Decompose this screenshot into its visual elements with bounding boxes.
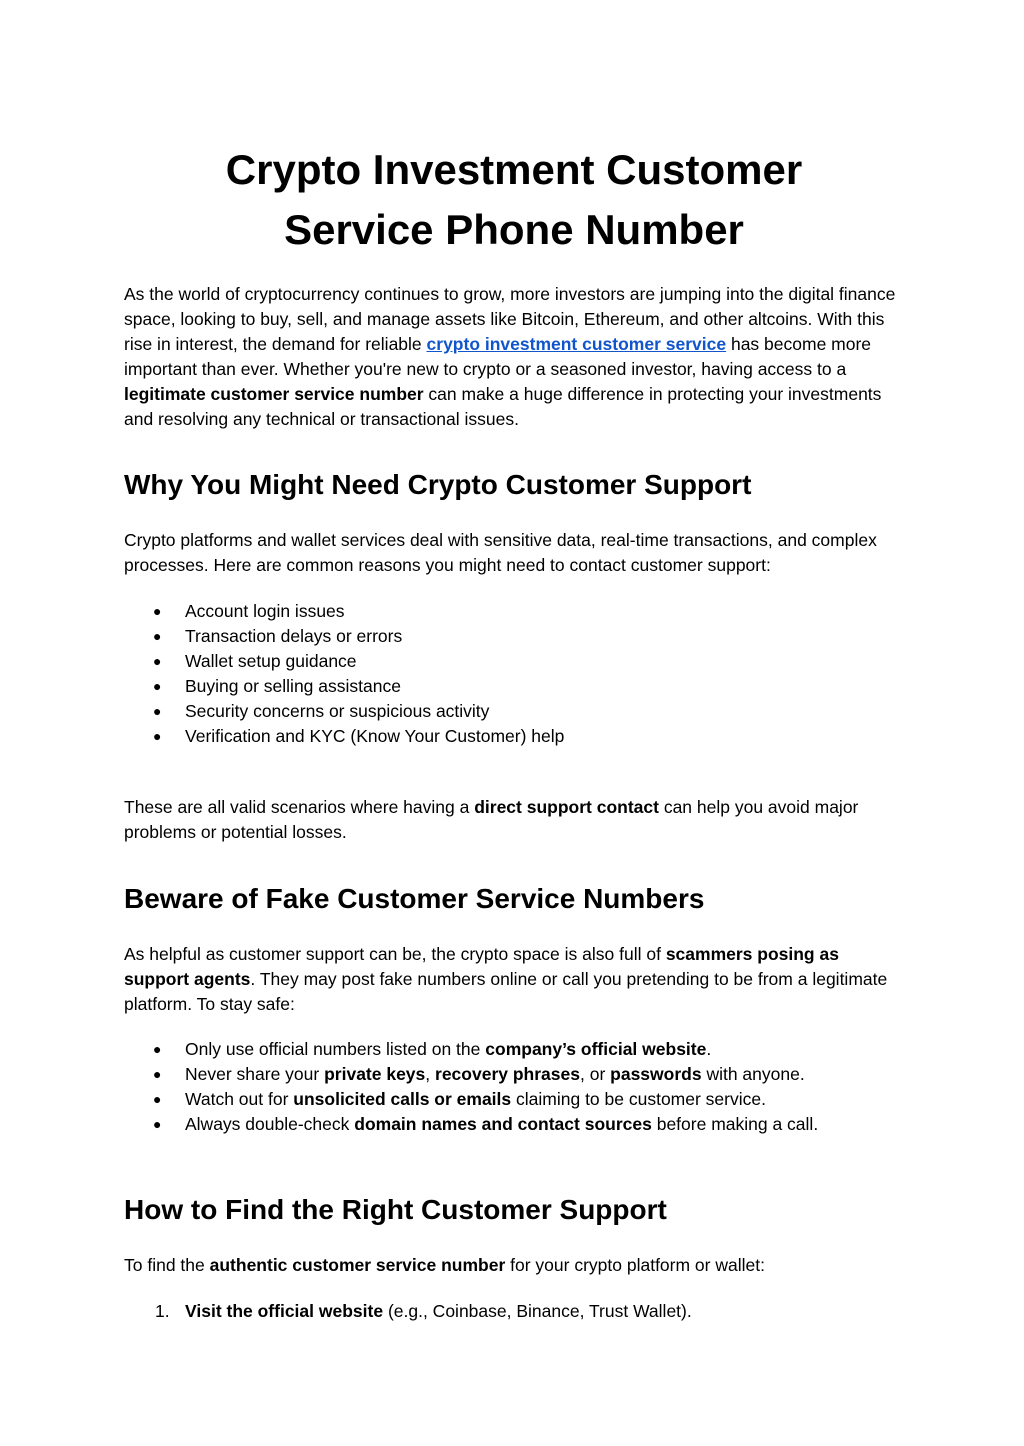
list-item-text: Wallet setup guidance	[185, 651, 357, 671]
intro-text-3: can make a huge difference in protecting your investments and resolving any technical or transactional issues.	[124, 384, 882, 429]
beware-text-2: . They may post fake numbers online or call you pretending to be from a legitimate platform. To stay safe:	[124, 969, 888, 1014]
list-item	[124, 1299, 904, 1324]
text: Only use official numbers listed on the	[185, 1039, 486, 1059]
text: , or	[579, 1064, 611, 1084]
step-number: 1.	[155, 1301, 170, 1321]
steps-list	[124, 1299, 904, 1324]
section-heading-beware: Beware of Fake Customer Service Numbers	[124, 883, 705, 914]
reasons-list	[124, 599, 904, 749]
bold-text: passwords	[610, 1064, 702, 1084]
beware-bold: scammers posing as support agents	[124, 944, 839, 989]
bullet-icon: ●	[153, 1066, 162, 1082]
intro-bold: legitimate customer service number	[124, 384, 424, 404]
list-item	[124, 1062, 904, 1087]
bullet-icon: ●	[153, 628, 162, 644]
list-item	[124, 624, 904, 649]
section-why-closing	[124, 795, 904, 845]
list-item-text: Verification and KYC (Know Your Customer) help	[185, 726, 565, 746]
section-heading-find: How to Find the Right Customer Support	[124, 1194, 667, 1225]
bullet-icon: ●	[153, 603, 162, 619]
list-item	[124, 699, 904, 724]
intro-text-2: has become more important than ever. Whether you're new to crypto or a seasoned investor, having access to a	[124, 334, 872, 379]
find-text-2: for your crypto platform or wallet:	[505, 1255, 765, 1275]
bold-text: unsolicited calls or emails	[293, 1089, 512, 1109]
list-item	[124, 1037, 904, 1062]
bullet-icon: ●	[153, 1091, 162, 1107]
text: ,	[425, 1064, 436, 1084]
bold-text: private keys	[324, 1064, 426, 1084]
section-find-paragraph	[124, 1253, 904, 1278]
section-why-paragraph: Crypto platforms and wallet services deal with sensitive data, real-time transactions, and complex processes. Here are common reasons you might need to contact customer support:	[124, 530, 877, 575]
closing-text-1: These are all valid scenarios where having a	[124, 797, 475, 817]
closing-text-2: can help you avoid major problems or potential losses.	[124, 797, 859, 842]
bold-text: Visit the official website	[185, 1301, 384, 1321]
intro-text-1: As the world of cryptocurrency continues to grow, more investors are jumping into the digital finance space, looking to buy, sell, and manage assets like Bitcoin, Ethereum, and other altcoins. With this rise in interest, the demand for reliable	[124, 284, 896, 354]
section-heading-why: Why You Might Need Crypto Customer Support	[124, 469, 752, 500]
bullet-icon: ●	[153, 728, 162, 744]
bold-text: recovery phrases	[435, 1064, 580, 1084]
list-item	[124, 1087, 904, 1112]
list-item-text: Security concerns or suspicious activity	[185, 701, 490, 721]
intro-paragraph	[124, 282, 904, 432]
title-line-1: Crypto Investment Customer	[225, 146, 803, 193]
text: claiming to be customer service.	[511, 1089, 766, 1109]
crypto-service-link[interactable]: crypto investment customer service	[426, 334, 727, 354]
text: before making a call.	[651, 1114, 819, 1134]
bullet-icon: ●	[153, 703, 162, 719]
list-item	[124, 649, 904, 674]
title-line-2: Service Phone Number	[284, 206, 744, 253]
text: Never share your	[185, 1064, 325, 1084]
find-text-1: To find the	[124, 1255, 210, 1275]
document-title	[124, 140, 904, 260]
list-item	[124, 1112, 904, 1137]
closing-bold: direct support contact	[474, 797, 659, 817]
list-item	[124, 599, 904, 624]
bullet-icon: ●	[153, 678, 162, 694]
safety-list	[124, 1037, 904, 1137]
beware-text-1: As helpful as customer support can be, the crypto space is also full of	[124, 944, 666, 964]
text: Always double-check	[185, 1114, 355, 1134]
bold-text: domain names and contact sources	[354, 1114, 652, 1134]
text: .	[706, 1039, 712, 1059]
list-item-text: Account login issues	[185, 601, 345, 621]
bullet-icon: ●	[153, 1041, 162, 1057]
list-item	[124, 724, 904, 749]
section-beware-paragraph	[124, 942, 904, 1017]
bullet-icon: ●	[153, 1116, 162, 1132]
bold-text: company’s official website	[485, 1039, 707, 1059]
text: with anyone.	[701, 1064, 805, 1084]
find-bold: authentic customer service number	[209, 1255, 506, 1275]
text: Watch out for	[185, 1089, 294, 1109]
document-page	[124, 140, 904, 1324]
bullet-icon: ●	[153, 653, 162, 669]
list-item	[124, 674, 904, 699]
list-item-text: Buying or selling assistance	[185, 676, 401, 696]
list-item-text: Transaction delays or errors	[185, 626, 403, 646]
text: (e.g., Coinbase, Binance, Trust Wallet).	[383, 1301, 692, 1321]
